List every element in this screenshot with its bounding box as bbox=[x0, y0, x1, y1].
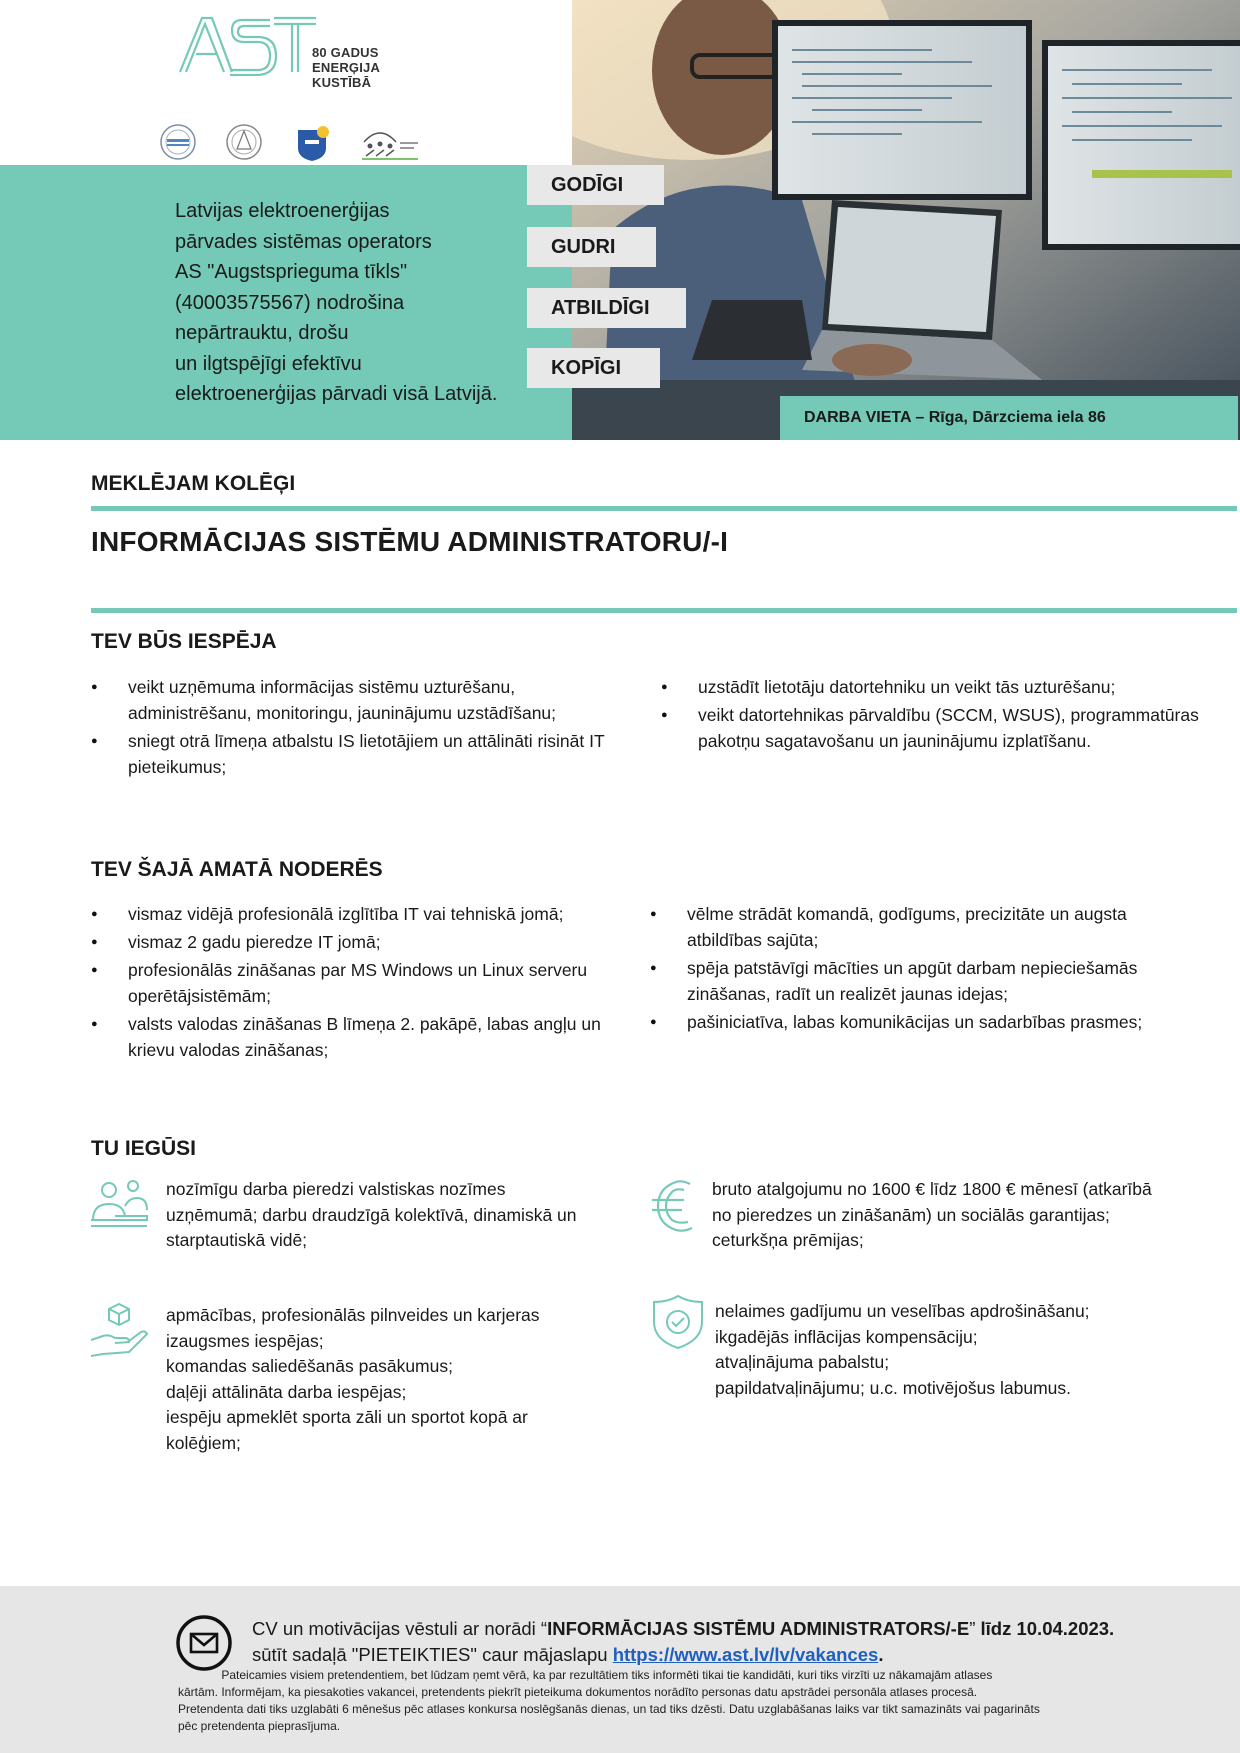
notice-line: Pateicamies visiem pretendentiem, bet lūdzam ņemt vērā, ka par rezultātiem tiks informēti tikai tie kandidāti, kuri tiks virzīti uz nākamajām atlases bbox=[178, 1668, 993, 1682]
benefit-line: papildatvaļinājumu; u.c. motivējošus labumus. bbox=[715, 1377, 1072, 1398]
benefit-line: daļēji attālināta darba iespējas; bbox=[166, 1381, 407, 1402]
list-item: ● veikt datortehnikas pārvaldību (SCCM, WSUS), programmatūras pakotņu sagatavošanu un jauninājumu izplatīšanu. bbox=[661, 702, 1201, 754]
requirements-heading: TEV ŠAJĀ AMATĀ NODERĒS bbox=[91, 858, 383, 881]
value-tag-honest: GODĪGI bbox=[527, 165, 664, 205]
benefit-line: ikgadējās inflācijas kompensāciju; bbox=[715, 1326, 978, 1347]
notice-line: Pretendenta dati tiks uzglabāti 6 mēnešus pēc atlases konkursa noslēgšanās dienas, un tad tiks dzēsti. Datu uzglabāšanas laiks var tikt samazināts vai pagarināts bbox=[178, 1702, 1040, 1716]
benefit-line: no pieredzes un zināšanām) un sociālās garantijas; bbox=[712, 1204, 1110, 1225]
apply-line-1 bbox=[252, 1616, 1114, 1642]
ast-logo bbox=[178, 14, 318, 76]
apply-instructions bbox=[252, 1616, 1114, 1668]
benefit-training bbox=[166, 1303, 540, 1456]
list-item: ● spēja patstāvīgi mācīties un apgūt darbam nepieciešamās zināšanas, radīt un realizēt jaunas idejas; bbox=[650, 955, 1195, 1007]
opportunities-list-right bbox=[661, 674, 1201, 756]
benefit-line: nelaimes gadījumu un veselības apdrošināšanu; bbox=[715, 1301, 1090, 1321]
benefit-line: starptautiskā vidē; bbox=[166, 1230, 308, 1250]
certification-seal-icon bbox=[158, 122, 198, 162]
mail-icon bbox=[175, 1614, 233, 1672]
euro-icon bbox=[648, 1176, 708, 1236]
certification-badges bbox=[158, 122, 428, 164]
intro-line: AS "Augstsprieguma tīkls" bbox=[175, 261, 408, 283]
benefit-line: nozīmīgu darba pieredzi valstiskas nozīmes bbox=[166, 1179, 506, 1199]
value-tag-together: KOPĪGI bbox=[527, 348, 660, 388]
benefit-line: bruto atalgojumu no 1600 € līdz 1800 € mēnesī (atkarībā bbox=[712, 1179, 1152, 1199]
vacancy-kicker: MEKLĒJAM KOLĒĢI bbox=[91, 472, 296, 495]
notice-line: kārtām. Informējam, ka piesakoties vakancei, pretendents piekrīt pieteikuma dokumentos norādīto personas datu apstrādei personāla atlases procesā. bbox=[178, 1685, 978, 1699]
apply-line-2 bbox=[252, 1642, 1114, 1668]
benefit-experience bbox=[166, 1177, 577, 1254]
divider bbox=[91, 506, 1237, 511]
divider bbox=[91, 608, 1237, 613]
logo-tagline-line: KUSTĪBĀ bbox=[312, 75, 372, 90]
list-item: ● profesionālās zināšanas par MS Windows un Linux serveru operētājsistēmām; bbox=[91, 957, 636, 1009]
intro-line: nepārtrauktu, drošu bbox=[175, 322, 349, 344]
benefit-line: ceturkšņa prēmijas; bbox=[712, 1230, 864, 1250]
benefit-line: izaugsmes iespējas; bbox=[166, 1330, 324, 1351]
opportunities-list-left bbox=[91, 674, 631, 782]
list-item: ● vismaz vidējā profesionālā izglītība IT vai tehniskā jomā; bbox=[91, 901, 636, 927]
list-item: ● veikt uzņēmuma informācijas sistēmu uzturēšanu, administrēšanu, monitoringu, jauninājumu uzstādīšanu; bbox=[91, 674, 631, 726]
top-employer-badge-icon bbox=[292, 122, 332, 162]
send-suffix: . bbox=[878, 1644, 884, 1665]
list-item: ● vismaz 2 gadu pieredze IT jomā; bbox=[91, 929, 636, 955]
people-icon bbox=[89, 1176, 149, 1236]
shield-check-icon bbox=[648, 1292, 708, 1352]
logo-tagline bbox=[312, 45, 380, 90]
vacancies-link[interactable]: https://www.ast.lv/lv/vakances bbox=[612, 1644, 879, 1665]
value-tag-smart: GUDRI bbox=[527, 227, 656, 267]
intro-line: (40003575567) nodrošina bbox=[175, 291, 405, 314]
apply-mid: ” bbox=[969, 1618, 981, 1639]
list-item: ● sniegt otrā līmeņa atbalstu IS lietotājiem un attālināti risināt IT pieteikumus; bbox=[91, 728, 631, 780]
list-item: ● uzstādīt lietotāju datortehniku un veikt tās uzturēšanu; bbox=[661, 674, 1201, 700]
benefit-line: komandas saliedēšanās pasākumus; bbox=[166, 1356, 453, 1376]
send-prefix: sūtīt sadaļā "PIETEIKTIES" caur mājaslapu bbox=[252, 1644, 613, 1665]
benefit-line: kolēģiem; bbox=[166, 1432, 241, 1453]
apply-position: INFORMĀCIJAS SISTĒMU ADMINISTRATORS/-E bbox=[547, 1618, 970, 1639]
requirements-list-left bbox=[91, 901, 636, 1065]
opportunities-heading: TEV BŪS IESPĒJA bbox=[91, 630, 277, 653]
value-tag-responsible: ATBILDĪGI bbox=[527, 288, 686, 328]
requirements-list-right bbox=[650, 901, 1195, 1037]
notice-line: pēc pretendenta pieprasījuma. bbox=[178, 1719, 341, 1733]
benefit-line: apmācības, profesionālās pilnveides un karjeras bbox=[166, 1305, 540, 1325]
logo-tagline-line: ENERĢIJA bbox=[312, 60, 381, 75]
intro-line: elektroenerģijas pārvadi visā Latvijā. bbox=[175, 383, 498, 405]
benefit-line: atvaļinājuma pabalstu; bbox=[715, 1352, 890, 1372]
benefits-heading: TU IEGŪSI bbox=[91, 1137, 197, 1160]
intro-line: un ilgtspējīgi efektīvu bbox=[175, 352, 362, 375]
apply-deadline: līdz 10.04.2023. bbox=[980, 1618, 1115, 1639]
header-photo bbox=[572, 0, 1240, 440]
workplace-label: DARBA VIETA – Rīga, Dārzciema iela 86 bbox=[780, 396, 1238, 440]
logo-tagline-line: 80 GADUS bbox=[312, 45, 379, 60]
privacy-notice bbox=[178, 1667, 1128, 1735]
intro-line: pārvades sistēmas operators bbox=[175, 230, 432, 253]
apply-prefix: CV un motivācijas vēstuli ar norādi “ bbox=[252, 1618, 548, 1639]
emblem-seal-icon bbox=[224, 122, 264, 162]
list-item: ● valsts valodas zināšanas B līmeņa 2. pakāpē, labas angļu un krievu valodas zināšanas; bbox=[91, 1011, 636, 1063]
company-intro bbox=[175, 196, 535, 410]
hand-box-icon bbox=[89, 1300, 149, 1360]
list-item: ● pašiniciatīva, labas komunikācijas un sadarbības prasmes; bbox=[650, 1009, 1195, 1035]
benefit-line: iespēju apmeklēt sporta zāli un sportot kopā ar bbox=[166, 1407, 528, 1427]
benefit-salary bbox=[712, 1177, 1152, 1254]
job-title: INFORMĀCIJAS SISTĒMU ADMINISTRATORU/-I bbox=[91, 526, 729, 557]
benefit-line: uzņēmumā; darbu draudzīgā kolektīvā, dinamiskā un bbox=[166, 1204, 577, 1225]
family-friendly-badge-icon bbox=[360, 122, 422, 162]
list-item: ● vēlme strādāt komandā, godīgums, precizitāte un augsta atbildības sajūta; bbox=[650, 901, 1195, 953]
benefit-insurance bbox=[715, 1299, 1090, 1401]
intro-line: Latvijas elektroenerģijas bbox=[175, 200, 390, 222]
